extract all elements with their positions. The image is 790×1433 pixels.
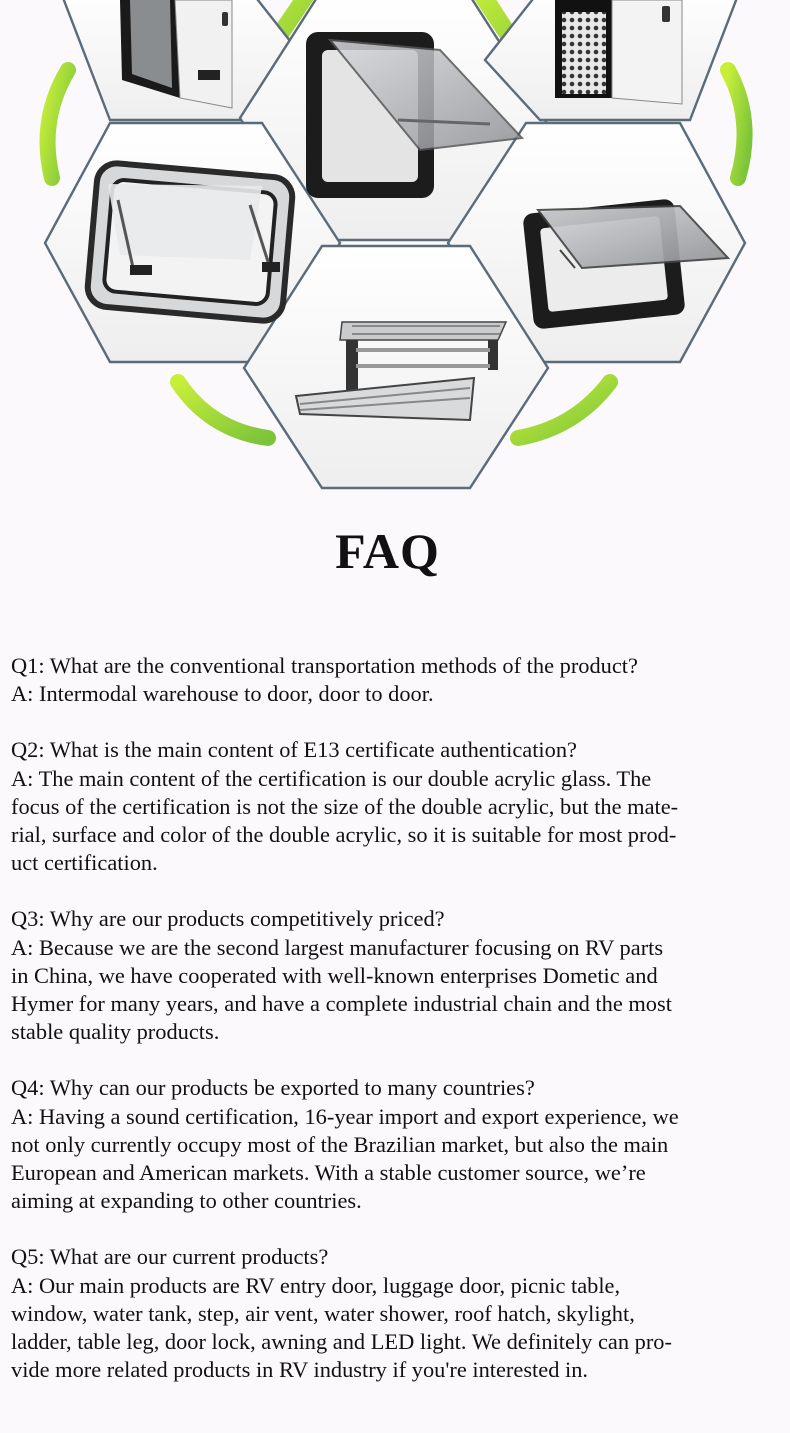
rv-window-product [86, 162, 294, 323]
faq-answer-line: window, water tank, step, air vent, water shower, roof hatch, skylight, [11, 1300, 635, 1326]
faq-answer-line: A: Having a sound certification, 16-year import and export experience, we [11, 1103, 679, 1129]
faq-answer-line: ladder, table leg, door lock, awning and LED light. We definitely can pro- [11, 1329, 672, 1355]
faq-question: Q5: What are our current products? [11, 1244, 329, 1270]
faq-answer-line: European and American markets. With a stable customer source, we’re [11, 1160, 646, 1186]
faq-question: Q2: What is the main content of E13 certificate authentication? [11, 737, 577, 763]
faq-item [11, 736, 781, 877]
faq-answer-line: A: Our main products are RV entry door, luggage door, picnic table, [11, 1272, 621, 1298]
faq-question: Q3: Why are our products competitively priced? [11, 906, 445, 932]
faq-item [11, 1074, 781, 1215]
faq-answer-line: rial, surface and color of the double acrylic, so it is suitable for most prod- [11, 822, 677, 848]
faq-answer-line: focus of the certification is not the size of the double acrylic, but the mate- [11, 793, 679, 819]
faq-answer-line: aiming at expanding to other countries. [11, 1188, 362, 1214]
faq-answer-line: A: The main content of the certification is our double acrylic glass. The [11, 765, 652, 791]
faq-list [11, 652, 781, 1412]
faq-answer-line: not only currently occupy most of the Brazilian market, but also the main [11, 1131, 669, 1157]
faq-answer-line: stable quality products. [11, 1019, 220, 1045]
rv-door-product [555, 0, 682, 104]
faq-answer-line: A: Intermodal warehouse to door, door to door. [11, 681, 434, 707]
faq-item [11, 905, 781, 1046]
faq-answer-line: in China, we have cooperated with well-known enterprises Dometic and [11, 962, 658, 988]
faq-answer-line: uct certification. [11, 850, 158, 876]
page-title: FAQ [335, 523, 440, 579]
faq-answer-line: vide more related products in RV industry if you're interested in. [11, 1357, 589, 1383]
faq-answer-line: Hymer for many years, and have a complete industrial chain and the most [11, 991, 672, 1017]
faq-question: Q1: What are the conventional transportation methods of the product? [11, 653, 638, 678]
faq-item [11, 652, 781, 708]
faq-item [11, 1243, 781, 1384]
faq-answer-line: A: Because we are the second largest manufacturer focusing on RV parts [11, 934, 664, 960]
product-hexagon-collage [0, 0, 790, 500]
faq-question: Q4: Why can our products be exported to many countries? [11, 1075, 535, 1101]
